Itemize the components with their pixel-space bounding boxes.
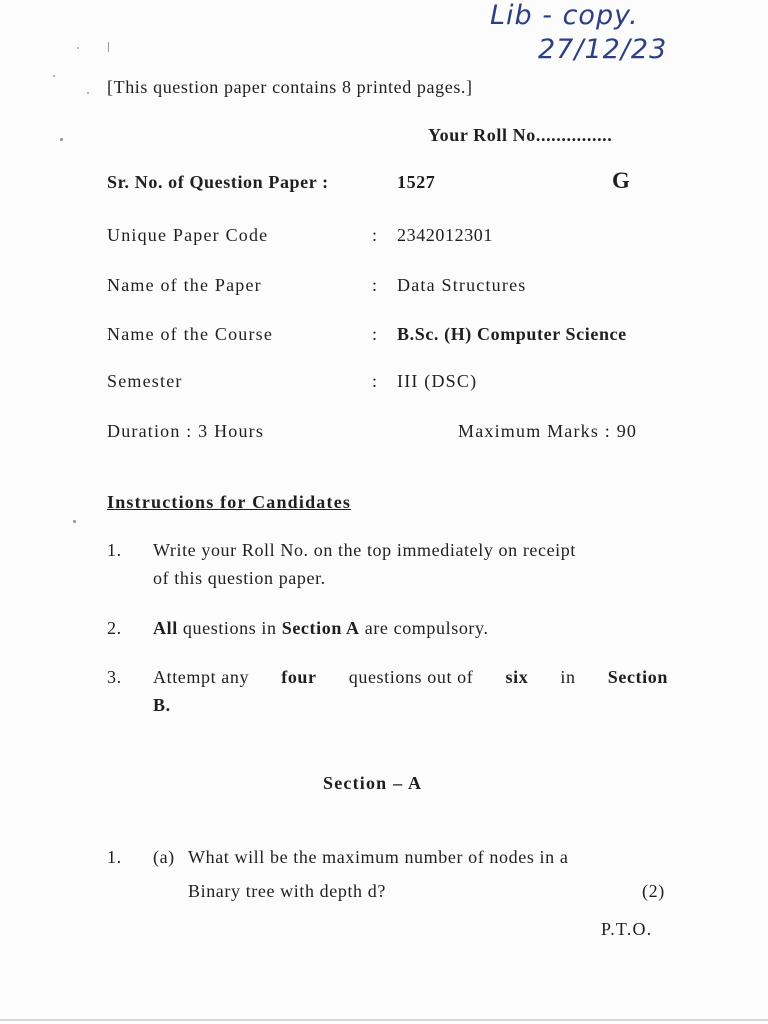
scan-edge-line [0,1019,768,1021]
text-run: Attempt any [153,667,250,687]
duration: Duration : 3 Hours [107,421,265,441]
instruction-number: 3. [107,667,122,687]
instruction-number: 1. [107,540,122,560]
roll-number-field: Your Roll No............... [428,125,613,145]
question-text: What will be the maximum number of nodes in a [188,847,569,867]
sr-no-label: Sr. No. of Question Paper : [107,172,329,192]
detail-separator: : [372,324,378,344]
pto-note: P.T.O. [601,919,653,939]
instruction-text [153,618,489,639]
scan-mark [108,42,109,52]
detail-label: Name of the Course [107,324,274,344]
course-name-value: B.Sc. (H) Computer Science [397,324,627,344]
instruction-text [153,667,668,688]
handwritten-library-note: Lib - copy. [490,0,639,31]
detail-separator: : [372,371,378,391]
scan-mark [87,92,89,94]
text-run: questions out of [348,667,474,687]
question-text: Binary tree with depth d? [188,881,386,901]
scan-mark [60,138,63,141]
set-letter: G [612,168,630,193]
text-run: in [560,667,576,687]
section-title: Section – A [323,773,423,793]
instruction-text: Write your Roll No. on the top immediately on receipt [153,540,576,560]
text-run: are compulsory. [364,618,489,638]
detail-label: Unique Paper Code [107,225,269,245]
sr-no-value: 1527 [397,172,436,192]
question-number: 1. [107,847,122,867]
emphasis: six [505,667,529,687]
scan-mark [77,47,79,49]
question-marks: (2) [642,881,665,901]
instruction-text: of this question paper. [153,568,326,588]
pages-note: [This question paper contains 8 printed pages.] [107,77,473,97]
emphasis: All [153,618,178,638]
emphasis: Section [607,667,668,687]
text-run: questions in [182,618,277,638]
paper-code-value: 2342012301 [397,225,493,245]
paper-name-value: Data Structures [397,275,527,295]
handwritten-date: 27/12/23 [538,34,668,65]
instruction-text: B. [153,695,171,715]
detail-label: Name of the Paper [107,275,262,295]
scan-mark [53,75,55,77]
maximum-marks: Maximum Marks : 90 [458,421,638,441]
instruction-number: 2. [107,618,122,638]
detail-label: Semester [107,371,183,391]
question-part: (a) [153,847,175,867]
instructions-heading: Instructions for Candidates [107,492,352,512]
semester-value: III (DSC) [397,371,478,391]
emphasis: Section A [281,618,360,638]
emphasis: four [281,667,317,687]
scan-mark [73,520,76,523]
detail-separator: : [372,225,378,245]
detail-separator: : [372,275,378,295]
